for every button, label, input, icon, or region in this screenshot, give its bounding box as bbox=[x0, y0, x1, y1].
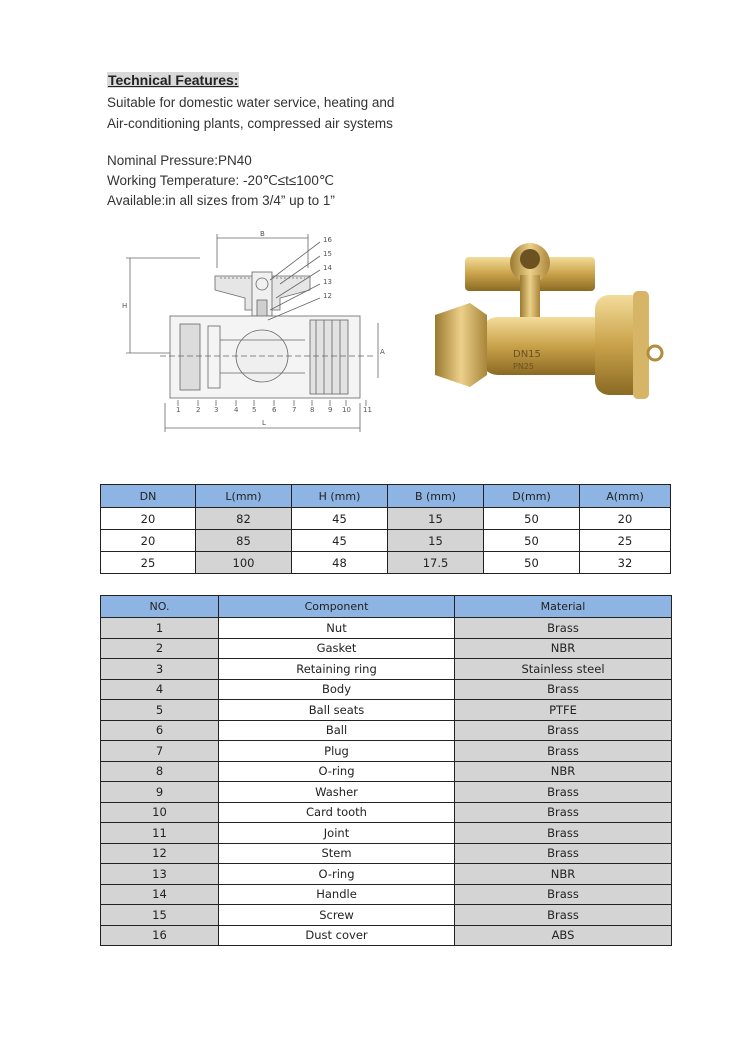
table-row bbox=[101, 864, 672, 885]
table-row bbox=[101, 530, 671, 552]
table-cell: NBR bbox=[455, 638, 672, 659]
table-cell: 20 bbox=[580, 508, 671, 530]
table-cell: 50 bbox=[484, 508, 580, 530]
table-cell: 82 bbox=[196, 508, 292, 530]
callout-8: 8 bbox=[310, 406, 315, 414]
table-cell: 9 bbox=[101, 782, 219, 803]
col-header: D(mm) bbox=[484, 485, 580, 508]
table-cell: 2 bbox=[101, 638, 219, 659]
table-cell: 32 bbox=[580, 552, 671, 574]
table-row bbox=[101, 802, 672, 823]
table-row bbox=[101, 508, 671, 530]
table-cell: Brass bbox=[455, 720, 672, 741]
table-cell: Brass bbox=[455, 884, 672, 905]
col-header: A(mm) bbox=[580, 485, 671, 508]
table-row bbox=[101, 761, 672, 782]
table-row bbox=[101, 618, 672, 639]
table-cell: 13 bbox=[101, 864, 219, 885]
table-cell: Ball bbox=[219, 720, 455, 741]
callout-10: 10 bbox=[342, 406, 351, 414]
dim-l-label: L bbox=[262, 419, 266, 427]
table-row bbox=[101, 552, 671, 574]
table-cell: 5 bbox=[101, 700, 219, 721]
dim-h-label: H bbox=[122, 302, 128, 310]
table-cell: 85 bbox=[196, 530, 292, 552]
features-line-2: Air-conditioning plants, compressed air systems bbox=[107, 116, 393, 131]
callout-12: 12 bbox=[323, 292, 332, 300]
table-cell: Brass bbox=[455, 679, 672, 700]
table-cell: 48 bbox=[292, 552, 388, 574]
working-temperature: Working Temperature: -20℃≤t≤100℃ bbox=[107, 173, 334, 188]
left-nut bbox=[435, 303, 487, 387]
table-header-row bbox=[101, 596, 672, 618]
components-table bbox=[100, 595, 672, 946]
table-cell: Stem bbox=[219, 843, 455, 864]
table-cell: Stainless steel bbox=[455, 659, 672, 680]
callout-3: 3 bbox=[214, 406, 219, 414]
table-cell: 25 bbox=[101, 552, 196, 574]
col-header: L(mm) bbox=[196, 485, 292, 508]
col-header: Material bbox=[455, 596, 672, 618]
table-header-row bbox=[101, 485, 671, 508]
table-cell: Handle bbox=[219, 884, 455, 905]
col-header: Component bbox=[219, 596, 455, 618]
table-cell: 12 bbox=[101, 843, 219, 864]
table-row bbox=[101, 823, 672, 844]
table-row bbox=[101, 843, 672, 864]
col-header: DN bbox=[101, 485, 196, 508]
table-row bbox=[101, 720, 672, 741]
table-cell: ABS bbox=[455, 925, 672, 946]
table-cell: Gasket bbox=[219, 638, 455, 659]
valve-product-photo bbox=[425, 235, 675, 430]
table-cell: 50 bbox=[484, 530, 580, 552]
dim-a-label: A bbox=[380, 348, 385, 356]
table-cell: 11 bbox=[101, 823, 219, 844]
callout-6: 6 bbox=[272, 406, 277, 414]
table-cell: Brass bbox=[455, 802, 672, 823]
table-cell: Screw bbox=[219, 905, 455, 926]
table-row bbox=[101, 925, 672, 946]
col-header: NO. bbox=[101, 596, 219, 618]
table-row bbox=[101, 741, 672, 762]
table-cell: 20 bbox=[101, 530, 196, 552]
body-marking-dn: DN15 bbox=[513, 349, 541, 360]
table-cell: Retaining ring bbox=[219, 659, 455, 680]
table-cell: 14 bbox=[101, 884, 219, 905]
table-cell: O-ring bbox=[219, 761, 455, 782]
callout-1: 1 bbox=[176, 406, 181, 414]
valve-section-drawing bbox=[120, 228, 385, 438]
table-cell: 50 bbox=[484, 552, 580, 574]
body-marking-pn: PN25 bbox=[513, 362, 534, 371]
callout-11: 11 bbox=[363, 406, 372, 414]
table-cell: 16 bbox=[101, 925, 219, 946]
available-sizes: Available:in all sizes from 3/4” up to 1” bbox=[107, 193, 335, 208]
table-cell: Card tooth bbox=[219, 802, 455, 823]
table-cell: Nut bbox=[219, 618, 455, 639]
table-cell: 45 bbox=[292, 530, 388, 552]
table-row bbox=[101, 884, 672, 905]
table-cell: 25 bbox=[580, 530, 671, 552]
table-cell: 17.5 bbox=[388, 552, 484, 574]
table-cell: 3 bbox=[101, 659, 219, 680]
table-cell: 8 bbox=[101, 761, 219, 782]
table-cell: Brass bbox=[455, 823, 672, 844]
table-row bbox=[101, 700, 672, 721]
table-cell: 15 bbox=[388, 508, 484, 530]
table-cell: NBR bbox=[455, 761, 672, 782]
col-header: H (mm) bbox=[292, 485, 388, 508]
table-row bbox=[101, 679, 672, 700]
table-cell: 4 bbox=[101, 679, 219, 700]
table-cell: Brass bbox=[455, 905, 672, 926]
table-cell: Brass bbox=[455, 843, 672, 864]
callout-4: 4 bbox=[234, 406, 239, 414]
table-cell: 6 bbox=[101, 720, 219, 741]
table-cell: Brass bbox=[455, 741, 672, 762]
dim-b-label: B bbox=[260, 230, 265, 238]
table-cell: 15 bbox=[388, 530, 484, 552]
callout-2: 2 bbox=[196, 406, 201, 414]
table-cell: Joint bbox=[219, 823, 455, 844]
callout-14: 14 bbox=[323, 264, 332, 272]
table-cell: Body bbox=[219, 679, 455, 700]
table-cell: 7 bbox=[101, 741, 219, 762]
callout-13: 13 bbox=[323, 278, 332, 286]
table-row bbox=[101, 905, 672, 926]
table-row bbox=[101, 659, 672, 680]
table-cell: 100 bbox=[196, 552, 292, 574]
callout-7: 7 bbox=[292, 406, 297, 414]
callout-16: 16 bbox=[323, 236, 332, 244]
callout-15: 15 bbox=[323, 250, 332, 258]
table-cell: Plug bbox=[219, 741, 455, 762]
table-cell: 20 bbox=[101, 508, 196, 530]
table-row bbox=[101, 782, 672, 803]
callout-9: 9 bbox=[328, 406, 333, 414]
features-heading: Technical Features: bbox=[108, 72, 239, 88]
col-header: B (mm) bbox=[388, 485, 484, 508]
dimensions-table bbox=[100, 484, 671, 574]
table-cell: 1 bbox=[101, 618, 219, 639]
table-cell: NBR bbox=[455, 864, 672, 885]
table-cell: O-ring bbox=[219, 864, 455, 885]
table-cell: Dust cover bbox=[219, 925, 455, 946]
table-cell: Washer bbox=[219, 782, 455, 803]
table-row bbox=[101, 638, 672, 659]
table-cell: Ball seats bbox=[219, 700, 455, 721]
nominal-pressure: Nominal Pressure:PN40 bbox=[107, 153, 252, 168]
table-cell: Brass bbox=[455, 782, 672, 803]
table-cell: Brass bbox=[455, 618, 672, 639]
callout-5: 5 bbox=[252, 406, 257, 414]
table-cell: 45 bbox=[292, 508, 388, 530]
features-line-1: Suitable for domestic water service, heating and bbox=[107, 95, 395, 110]
table-cell: 15 bbox=[101, 905, 219, 926]
table-cell: PTFE bbox=[455, 700, 672, 721]
table-cell: 10 bbox=[101, 802, 219, 823]
